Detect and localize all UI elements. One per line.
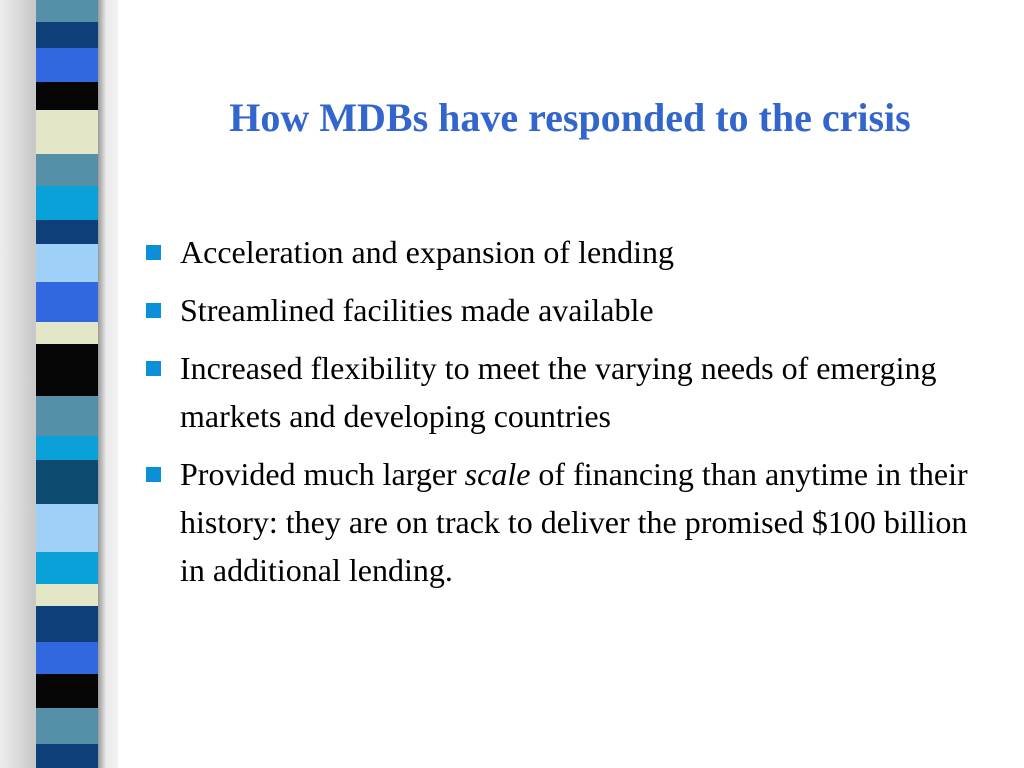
stripe-segment [36, 186, 98, 220]
stripe-segment [36, 504, 98, 552]
stripe-segment [36, 22, 98, 48]
square-bullet-icon [146, 361, 161, 376]
stripe-segment [36, 344, 98, 396]
bullet-emphasis: scale [464, 456, 531, 492]
stripe-segment [36, 220, 98, 244]
stripe-shadow [98, 0, 106, 768]
bullet-item [144, 228, 984, 276]
bullet-list [144, 228, 984, 604]
bullet-text-prefix: Provided much larger [180, 456, 465, 492]
stripe-segment [36, 552, 98, 584]
stripe-strip-graphic [36, 0, 98, 768]
stripe-segment [36, 110, 98, 154]
decorative-stripe-strip [36, 0, 98, 768]
square-bullet-icon [146, 467, 161, 482]
bullet-text: Increased flexibility to meet the varying needs of emerging markets and developing countries [180, 350, 937, 434]
bullet-item [144, 344, 984, 440]
bullet-item [144, 450, 984, 594]
stripe-segment [36, 460, 98, 504]
stripe-segment [36, 322, 98, 344]
bullet-item [144, 286, 984, 334]
square-bullet-icon [146, 303, 161, 318]
stripe-segment [36, 584, 98, 606]
stripe-segment [36, 82, 98, 110]
square-bullet-icon [146, 245, 161, 260]
stripe-segment [36, 436, 98, 460]
stripe-segment [36, 744, 98, 768]
bullet-text: Acceleration and expansion of lending [180, 234, 675, 270]
stripe-segment [36, 48, 98, 82]
stripe-segment [36, 708, 98, 722]
bullet-text-suffix: of financing than anytime in their history: they are on track to deliver the promised $100 billion in additional lending. [180, 456, 968, 588]
stripe-segment [36, 0, 98, 22]
stripe-segment [36, 154, 98, 186]
stripe-segment [36, 722, 98, 744]
slide-title: How MDBs have responded to the crisis [229, 95, 911, 140]
bullet-text: Streamlined facilities made available [180, 292, 654, 328]
stripe-segment [36, 674, 98, 708]
stripe-segment [36, 642, 98, 674]
stripe-segment [36, 606, 98, 642]
stripe-segment [36, 282, 98, 322]
stripe-segment [36, 244, 98, 282]
stripe-segment [36, 396, 98, 436]
